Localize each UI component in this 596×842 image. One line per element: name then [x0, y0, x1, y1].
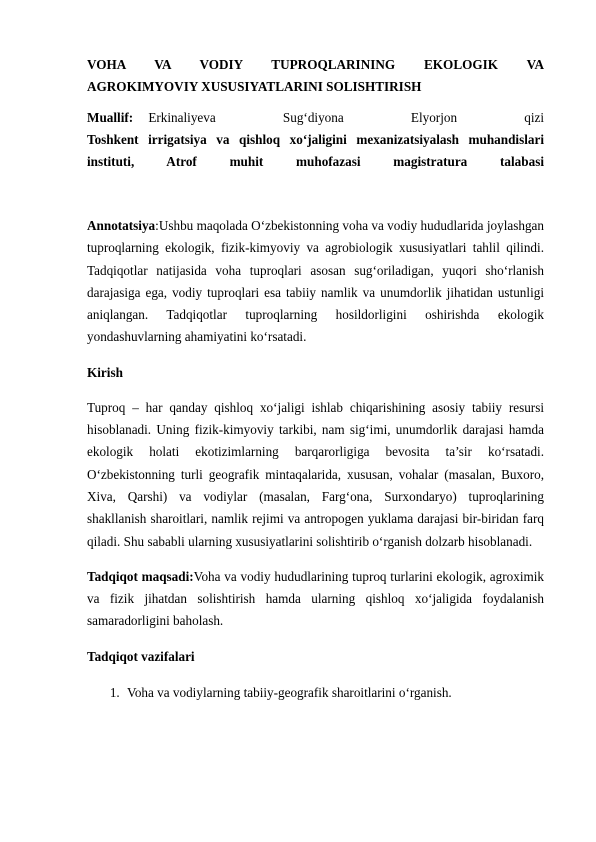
- annotation-text: :Ushbu maqolada O‘zbekistonning voha va vodiy hududlarida joylashgan tuproqlarning ekologik, fizik-kimyoviy va agrobiologik xususiyatlari tahlil qilindi. Tadqiqotlar natijasida voha tuproqlari asosan sug‘oriladigan, yuqori sho‘rlanish darajasiga ega, vodiy tuproqlari esa tabiiy namlik va unumdorlik jihatidan ustunligi aniqlangan. Tadqiqotlar tuproqlarning hosildorligini oshirishda ekologik yondashuvlarning ahamiyatini ko‘rsatadi.: [87, 218, 544, 345]
- list-item: 1. Voha va vodiylarning tabiiy-geografik sharoitlarini o‘rganish.: [123, 682, 544, 704]
- title-line-2: AGROKIMYOVIY XUSUSIYATLARINI SOLISHTIRISH: [87, 79, 422, 94]
- tasks-heading: Tadqiqot vazifalari: [87, 648, 195, 664]
- article-title: [87, 54, 544, 98]
- aim-paragraph: [87, 566, 544, 633]
- author-name: Erkinaliyeva Sug‘diyona Elyorjon qizi: [148, 110, 544, 125]
- aim-text: Voha va vodiy hududlarining tuproq turlarini ekologik, agroximik va fizik jihatdan solishtirish hamda ularning qishloq xo‘jaligida foydalanish samaradorligini baholash.: [87, 568, 544, 629]
- institution-line-1: Toshkent irrigatsiya va qishloq xo‘jaligini mexanizatsiyalash muhandislari: [87, 132, 544, 147]
- tasks-list: [87, 682, 544, 704]
- intro-paragraph: Tuproq – har qanday qishloq xo‘jaligi ishlab chiqarishining asosiy tabiiy resursi hisoblanadi. Uning fizik-kimyoviy tarkibi, nam sig‘imi, unumdorlik darajasi hamda ekologik holati ekotizimlarning barqarorligiga bevosita ta’sir ko‘rsatadi. O‘zbekistonning turli geografik mintaqalarida, xususan, vohalar (masalan, Buxoro, Xiva, Qarshi) va vodiylar (masalan, Farg‘ona, Surxondaryo) tuproqlarining shakllanish sharoitlari, namlik rejimi va antropogen yuklama darajasi bir-biridan farq qiladi. Shu sababli ularning xususiyatlarini solishtirib o‘rganish dolzarb hisoblanadi.: [87, 399, 544, 549]
- annotation-paragraph: [87, 215, 544, 349]
- aim-label: Tadqiqot maqsadi:: [87, 568, 194, 584]
- document-page: [87, 54, 544, 704]
- institution: [87, 129, 544, 173]
- institution-line-2: instituti, Atrof muhit muhofazasi magistratura talabasi: [87, 154, 544, 169]
- title-line-1: VOHA VA VODIY TUPROQLARINING EKOLOGIK VA: [87, 57, 544, 72]
- author-label: Muallif:: [87, 110, 134, 125]
- annotation-label: Annotatsiya: [87, 218, 156, 233]
- intro-heading: Kirish: [87, 364, 123, 380]
- author-line: [87, 107, 544, 129]
